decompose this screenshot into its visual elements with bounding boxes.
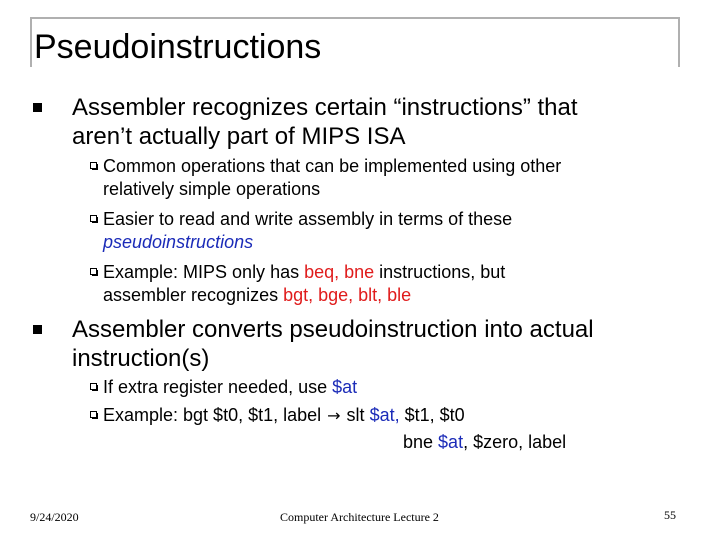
text-fragment: $t1, $t0	[399, 405, 465, 425]
bullet-text-line2: instruction(s)	[72, 345, 210, 372]
sub-text-line1	[103, 404, 693, 427]
sub-text-line2: relatively simple operations	[103, 179, 321, 199]
footer-date: 9/24/2020	[30, 510, 79, 524]
right-arrow-icon: →	[327, 406, 341, 425]
sub-bullet-extra-register	[103, 376, 693, 399]
sub-bullet-common-ops	[103, 155, 693, 201]
text-fragment: , $zero, label	[463, 432, 567, 452]
bullet-text-line1: Assembler recognizes certain “instructions” that	[72, 94, 578, 121]
footer-page-number: 55	[664, 508, 676, 522]
slide-title: Pseudoinstructions	[34, 28, 322, 66]
text-fragment: assembler recognizes	[103, 285, 284, 305]
bullet-text-line2: aren’t actually part of MIPS ISA	[72, 123, 406, 150]
bullet-converts	[72, 315, 692, 373]
text-fragment: Example: MIPS only has	[103, 262, 305, 282]
hollow-square-bullet-icon	[90, 162, 97, 169]
sub-text-line1	[103, 261, 693, 284]
bullet-recognizes	[72, 93, 692, 151]
title-frame-right	[678, 17, 680, 67]
text-fragment: If extra register needed, use	[103, 377, 333, 397]
hollow-square-bullet-icon	[90, 411, 97, 418]
sub-bullet-example-branches	[103, 261, 693, 307]
square-bullet-icon	[33, 325, 42, 334]
hollow-square-bullet-icon	[90, 215, 97, 222]
register-at: $at,	[369, 405, 400, 425]
register-at: $at	[332, 377, 358, 397]
highlight-beq-bne: beq, bne	[304, 262, 375, 282]
title-frame-left	[30, 17, 32, 67]
text-fragment: instructions, but	[374, 262, 506, 282]
register-at: $at	[438, 432, 464, 452]
sub-bullet-easier	[103, 208, 693, 254]
title-frame-top	[30, 17, 680, 19]
text-fragment: bne	[403, 432, 439, 452]
hollow-square-bullet-icon	[90, 268, 97, 275]
footer-course: Computer Architecture Lecture 2	[280, 510, 439, 524]
sub-bullet-example-bgt	[103, 404, 693, 454]
pseudoinstructions-term: pseudoinstructions	[103, 232, 254, 252]
square-bullet-icon	[33, 103, 42, 112]
hollow-square-bullet-icon	[90, 383, 97, 390]
sub-text-line1	[103, 376, 693, 399]
sub-text-line1: Easier to read and write assembly in terms of these	[103, 209, 513, 229]
bullet-text-line1: Assembler converts pseudoinstruction into actual	[72, 316, 594, 343]
text-fragment: slt	[346, 405, 370, 425]
text-fragment: Example: bgt $t0, $t1, label	[103, 405, 322, 425]
highlight-pseudo-branches: bgt, bge, blt, ble	[283, 285, 412, 305]
sub-text-line1: Common operations that can be implemented using other	[103, 156, 562, 176]
sub-text-line2	[103, 431, 693, 454]
sub-text-line2	[103, 284, 693, 307]
